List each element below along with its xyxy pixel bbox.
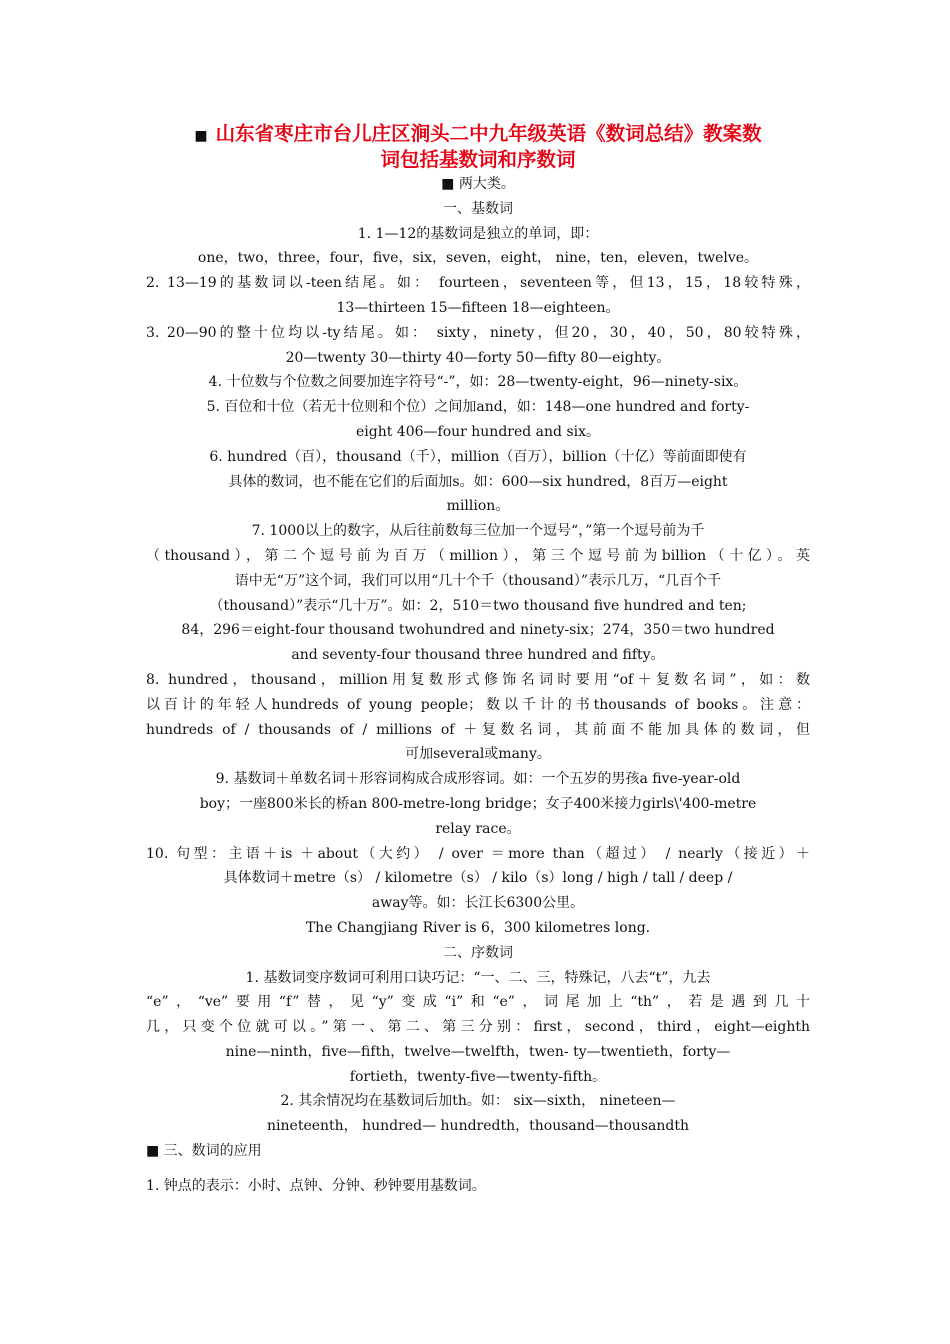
text-line: 5. 百位和十位（若无十位则和个位）之间加and，如：148—one hundred and forty- [206,399,750,416]
text-line: （thousand），第二个逗号前为百万（million），第三个逗号前为billion（十亿）。英 [146,547,810,564]
text-line: relay race。 [435,820,521,837]
title-line-1 [146,122,810,148]
text-line: 2. 其余情况均在基数词后加th。如： six—sixth， nineteen— [280,1093,676,1110]
text-line: ■ 两大类。 [441,176,515,192]
text-line: 4. 十位数与个位数之间要加连字符号“-”，如：28—twenty-eight，96—ninety-six。 [208,374,748,391]
text-line: 84，296＝eight-four thousand twohundred and ninety-six；274，350＝two hundred [181,622,775,639]
text-line: eight 406—four hundred and six。 [355,423,601,440]
text-line: fortieth，twenty-five—twenty-fifth。 [349,1068,607,1085]
document-page [146,122,810,1199]
text-line: 具体数词＋metre（s） / kilometre（s） / kilo（s）long / high / tall / deep / [223,870,733,887]
text-line: nineteenth， hundred— hundredth，thousand—thousandth [267,1118,689,1135]
text-line: The Changjiang River is 6，300 kilometres long. [305,919,651,936]
text-line: 具体的数词，也不能在它们的后面加s。如：600—six hundred，8百万—eight [228,473,728,490]
text-line: 8. hundred，thousand，million用复数形式修饰名词时要用“of＋复数名词”，如：数 [146,671,810,688]
text-line: one，two，three，four，five，six，seven，eight， nine，ten，eleven，twelve。 [197,250,759,267]
text-line: million。 [446,498,510,515]
text-line: 一、基数词 [443,200,513,217]
text-line: and seventy-four thousand three hundred and fifty。 [291,647,665,664]
text-line [146,1164,810,1174]
text-line: 语中无“万”这个词，我们可以用“几十个千（thousand）”表示几万，“几百个千 [234,572,722,589]
text-line: nine—ninth，five—fifth，twelve—twelfth，twen- ty—twentieth，forty— [225,1043,731,1060]
text-line: （thousand）”表示“几十万”。如：2，510＝two thousand five hundred and ten; [209,597,747,614]
document-title [146,122,810,172]
text-line: 10. 句型：主语＋is ＋about（大约） / over ＝more than（超过） / nearly（接近）＋ [146,845,810,862]
text-line: 7. 1000以上的数字，从后往前数每三位加一个逗号“，”第一个逗号前为千 [251,523,705,540]
text-line: boy；一座800米长的桥an 800-metre-long bridge；女子400米接力girls\'400-metre [199,795,757,812]
text-line: 1. 基数词变序数词可利用口诀巧记：“一、二、三，特殊记，八去“t”，九去 [245,969,711,986]
title-bullet: ■ [194,128,208,144]
text-line: hundreds of / thousands of / millions of ＋复数名词，其前面不能加具体的数词，但 [146,721,810,738]
text-line: 6. hundred（百），thousand（千），million（百万），billion（十亿）等前面即使有 [209,448,747,465]
text-line: 二、序数词 [443,944,513,961]
document-body [146,172,810,1199]
text-line: 可加several或many。 [405,746,551,763]
text-line: 9. 基数词＋单数名词＋形容词构成合成形容词。如：一个五岁的男孩a five-year-old [215,771,741,788]
text-line: 几，只变个位就可以。”第一、第二、第三分别：first，second，third，eight—eighth [146,1019,810,1036]
text-line: ■ 三、数词的应用 [146,1143,262,1160]
text-line: “e”，“ve”要用“f”替，见“y”变成“i”和“e”，词尾加上“th”，若是遇到几十 [146,994,810,1011]
text-line: 1. 1—12的基数词是独立的单词，即： [357,225,599,242]
text-line: 1. 钟点的表示：小时、点钟、分钟、秒钟要用基数词。 [146,1177,486,1194]
text-line: 以百计的年轻人hundreds of young people；数以千计的书thousands of books。注意： [146,696,810,713]
text-line: 2. 13—19的基数词以-teen结尾。如： fourteen，seventeen等，但13，15，18较特殊， [146,275,810,292]
title-text-1: 山东省枣庄市台儿庄区涧头二中九年级英语《数词总结》教案数 [215,122,762,145]
text-line: 13—thirteen 15—fifteen 18—eighteen。 [336,299,620,316]
title-line-2: 词包括基数词和序数词 [380,148,576,171]
text-line: 3. 20—90的整十位均以-ty结尾。如： sixty，ninety，但20，30，40，50，80较特殊， [146,324,810,341]
text-line: away等。如：长江长6300公里。 [371,895,585,912]
text-line: 20—twenty 30—thirty 40—forty 50—fifty 80—eighty。 [285,349,671,366]
